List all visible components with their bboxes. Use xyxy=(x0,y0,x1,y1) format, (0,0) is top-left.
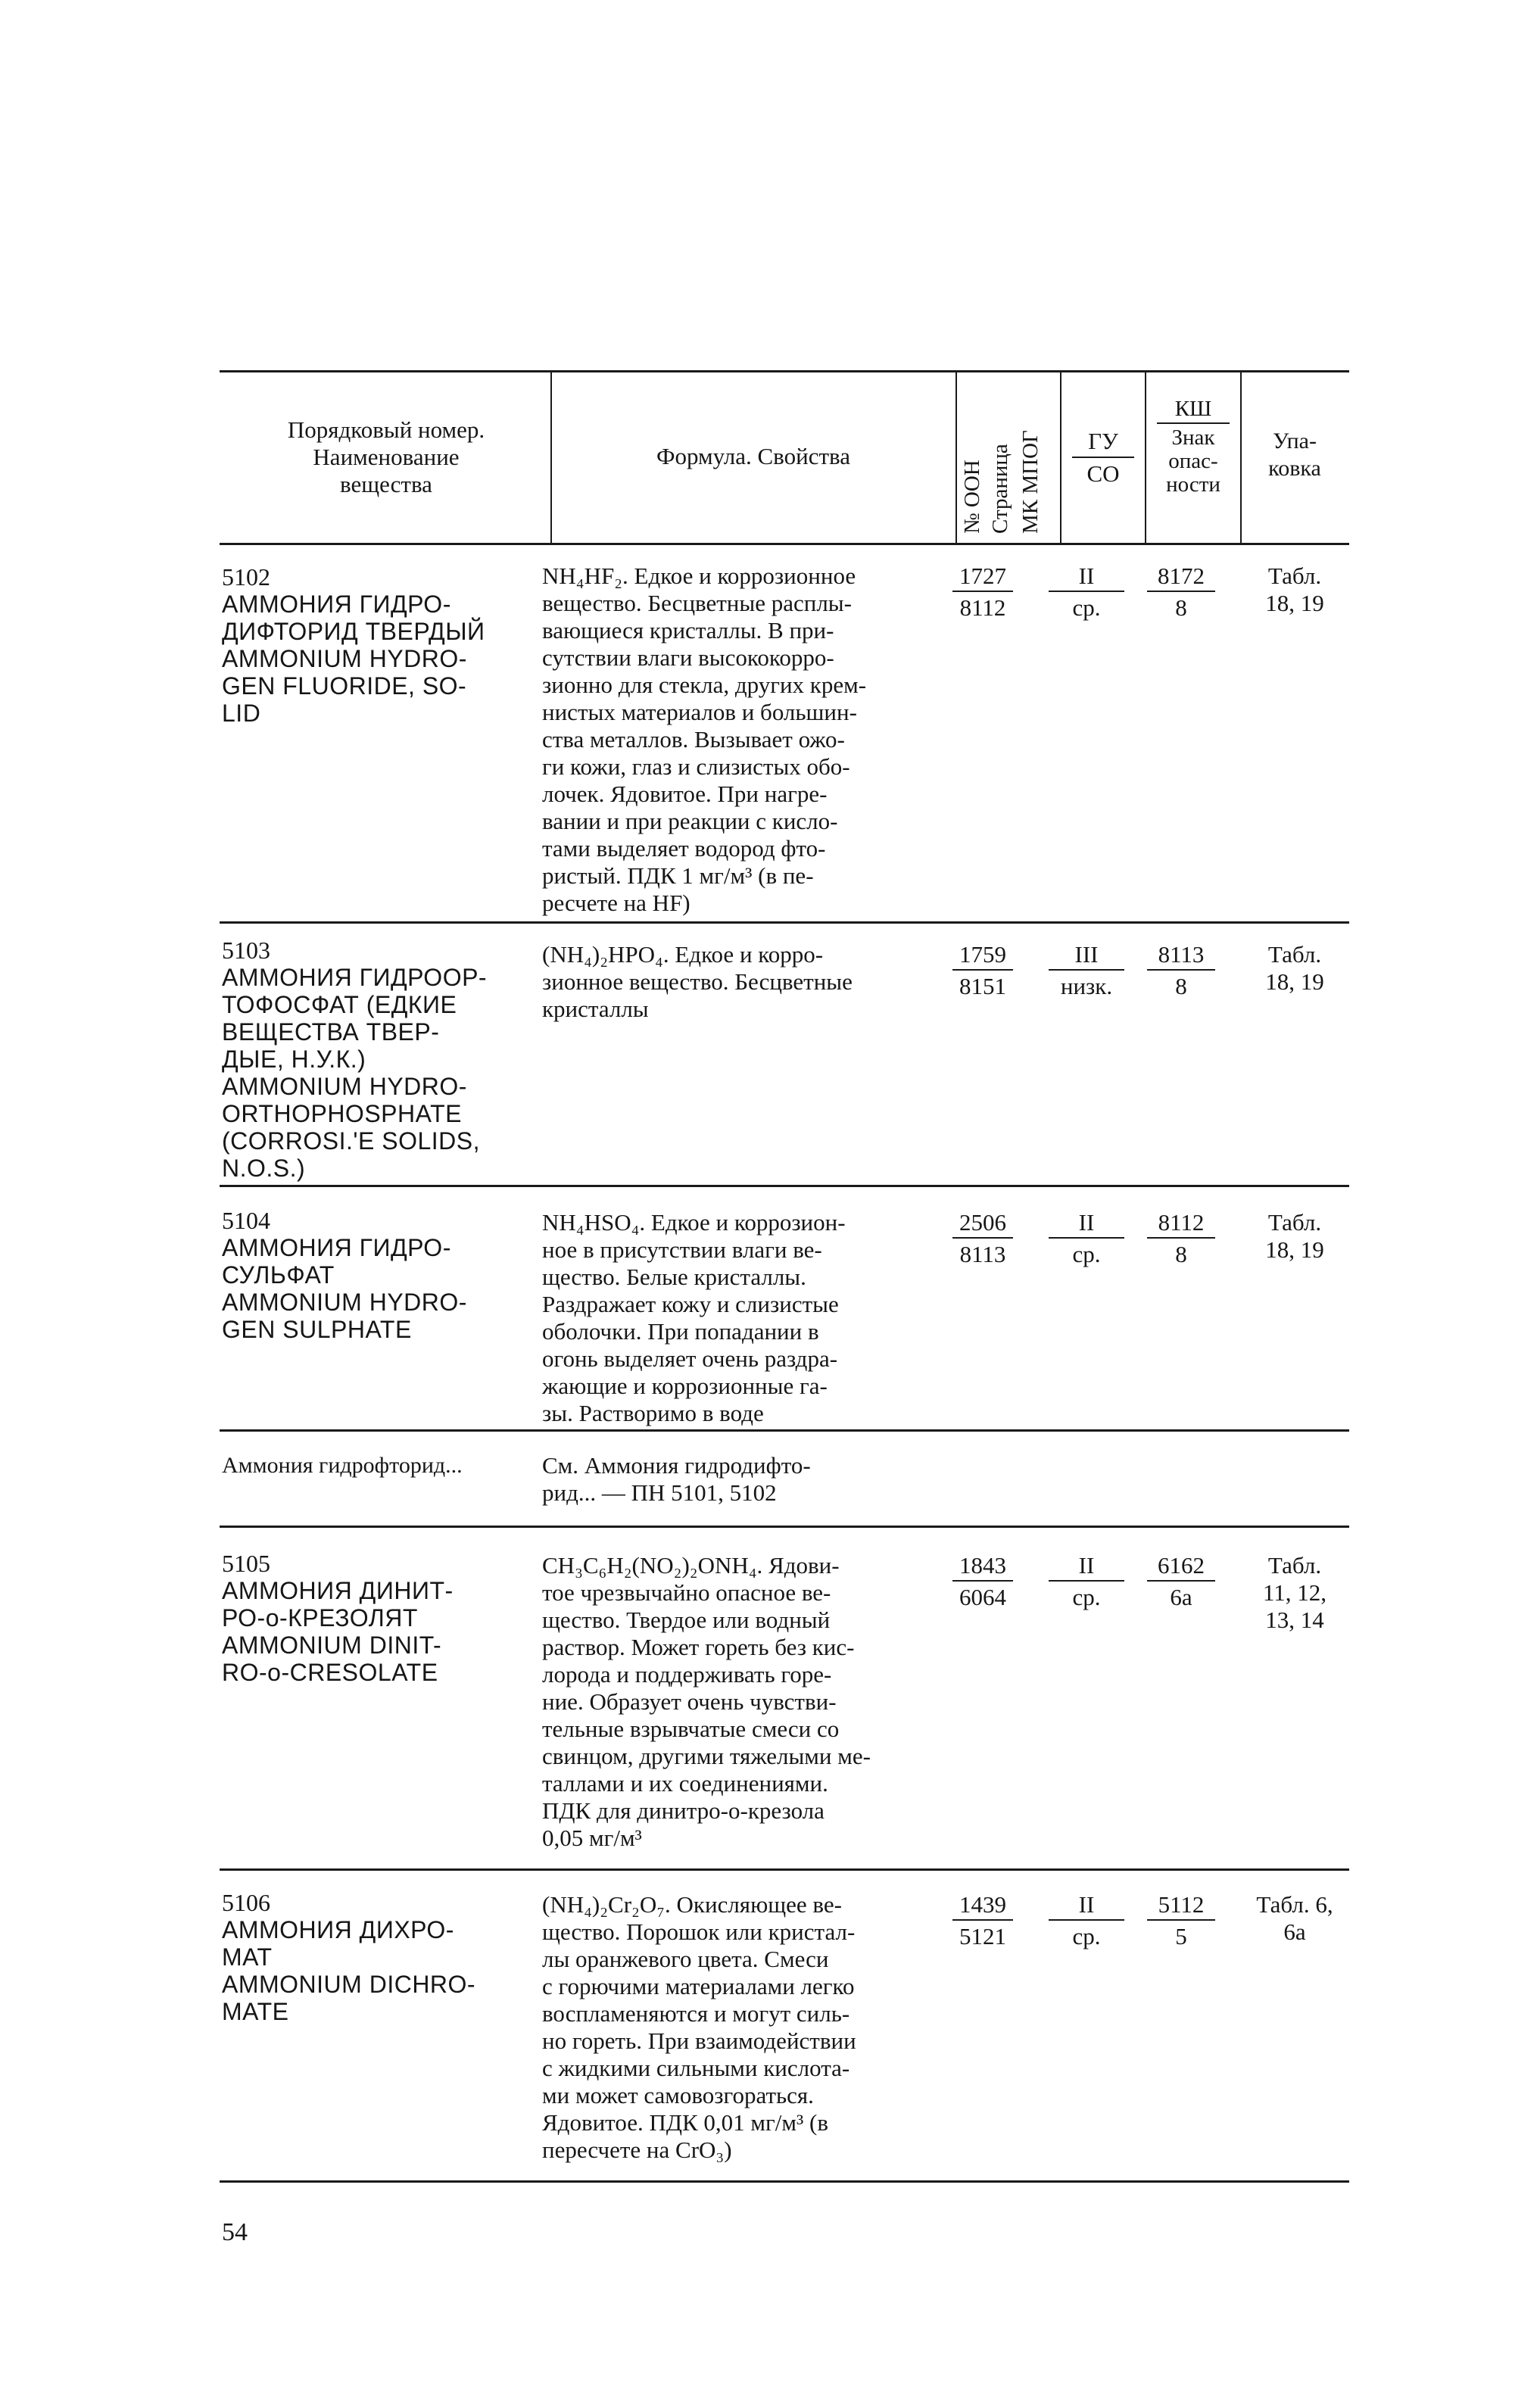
header-divider-2 xyxy=(955,372,957,543)
un-number: 1759 xyxy=(952,941,1013,971)
gu-value: II xyxy=(1049,563,1124,592)
entry-ksh-sign xyxy=(1147,563,1215,621)
header-page-label: Страница xyxy=(988,444,1012,534)
entry-un-page xyxy=(952,941,1013,999)
entry-ksh-sign xyxy=(1147,1552,1215,1610)
entry-packing: Табл. 6, 6а xyxy=(1256,1891,1333,1945)
un-number: 2506 xyxy=(952,1209,1013,1239)
page-number-ref: 8112 xyxy=(959,594,1006,621)
header-formula-column: Формула. Свойства xyxy=(656,443,850,469)
entry-description: NH₄HSO₄. Едкое и коррозион- ное в присутствии влаги ве- щество. Белые кристаллы. Раздражает кожу и слизистые оболочки. При попадании в огонь выделяет очень раздра- жающие и коррозионные га- зы. Растворимо в воде xyxy=(542,1209,846,1426)
co-value: низк. xyxy=(1060,973,1113,999)
entry-name: АММОНИЯ ДИНИТ- РО-о-КРЕЗОЛЯТ AMMONIUM DINIT- RO-o-CRESOLATE xyxy=(222,1577,454,1686)
cross-reference-name: Аммония гидрофторид... xyxy=(222,1453,463,1478)
entry-gu-co xyxy=(1049,1552,1124,1610)
entry-divider xyxy=(220,921,1349,924)
entry-un-page xyxy=(952,1891,1013,1949)
page-number-ref: 8151 xyxy=(959,973,1006,999)
entry-gu-co xyxy=(1049,1891,1124,1949)
gu-value: II xyxy=(1049,1209,1124,1239)
header-un-number: № ООН xyxy=(960,460,984,534)
danger-sign: 8 xyxy=(1175,1241,1187,1267)
entry-number: 5104 xyxy=(222,1207,270,1234)
gu-value: III xyxy=(1049,941,1124,971)
entry-number: 5103 xyxy=(222,937,270,964)
co-value: ср. xyxy=(1072,1923,1101,1949)
danger-sign: 5 xyxy=(1175,1923,1187,1949)
entry-number: 5106 xyxy=(222,1889,270,1916)
entry-number: 5102 xyxy=(222,563,270,591)
entry-gu-co xyxy=(1049,941,1124,999)
ksh-value: 8113 xyxy=(1147,941,1215,971)
entry-name: АММОНИЯ ГИДРО- СУЛЬФАТ AMMONIUM HYDRO- GEN SULPHATE xyxy=(222,1234,467,1343)
entry-description: CH₃C₆H₂(NO₂)₂ONH₄. Ядови- тое чрезвычайно опасное ве- щество. Твердое или водный раствор. Может гореть без кис- лорода и поддерживать горе- ние. Образует очень чувстви- тельные взрывчатые смеси со свинцом, другими тяжелыми ме- таллами и их соединениями. ПДК для динитро-о-крезола 0,05 мг/м³ xyxy=(542,1552,871,1851)
table-bottom-rule xyxy=(220,2180,1349,2183)
header-gu-bottom: СО xyxy=(1086,460,1120,487)
ksh-value: 8172 xyxy=(1147,563,1215,592)
entry-un-page xyxy=(952,563,1013,621)
header-name-column: Порядковый номер. Наименование вещества xyxy=(287,416,485,497)
un-number: 1727 xyxy=(952,563,1013,592)
entry-number: 5105 xyxy=(222,1550,270,1577)
un-number: 1439 xyxy=(952,1891,1013,1921)
header-gu xyxy=(1061,428,1145,488)
co-value: ср. xyxy=(1072,594,1101,621)
page-number-ref: 8113 xyxy=(959,1241,1006,1267)
entry-un-page xyxy=(952,1552,1013,1610)
entry-description: (NH₄)₂HPO₄. Едкое и корро- зионное вещество. Бесцветные кристаллы xyxy=(542,941,853,1022)
entry-ksh-sign xyxy=(1147,1209,1215,1267)
co-value: ср. xyxy=(1072,1241,1101,1267)
gu-value: II xyxy=(1049,1891,1124,1921)
header-mk-mpog: МК МПОГ xyxy=(1018,430,1043,534)
entry-name: АММОНИЯ ГИДРООР- ТОФОСФАТ (ЕДКИЕ ВЕЩЕСТВА ТВЕР- ДЫЕ, Н.У.К.) AMMONIUM HYDRO- ORTHOPHOSPHATE (CORROSI.'E SOLIDS, N.O.S.) xyxy=(222,964,488,1182)
header-top-rule xyxy=(220,370,1349,372)
page-number-ref: 6064 xyxy=(959,1584,1006,1610)
co-value: ср. xyxy=(1072,1584,1101,1610)
ksh-value: 5112 xyxy=(1147,1891,1215,1921)
danger-sign: 6а xyxy=(1170,1584,1192,1610)
entry-description: NH₄HF₂. Едкое и коррозионное вещество. Бесцветные расплы- вающиеся кристаллы. В при- сутствии влаги высококорро- зионно для стекла, других крем- нистых материалов и большин- ства металлов. Вызывает ожо- ги кожи, глаз и слизистых обо- лочек. Ядовитое. При нагре- вании и при реакции с кисло- тами выделяет водород фто- ристый. ПДК 1 мг/м³ (в пе- ресчете на HF) xyxy=(542,563,867,916)
entry-ksh-sign xyxy=(1147,1891,1215,1949)
entry-packing: Табл. 18, 19 xyxy=(1265,941,1324,995)
page-number-ref: 5121 xyxy=(959,1923,1006,1949)
header-ksh-bottom: Знак опас- ности xyxy=(1166,425,1220,497)
gu-value: II xyxy=(1049,1552,1124,1582)
cross-reference-text: См. Аммония гидродифто- рид... — ПН 5101, 5102 xyxy=(542,1452,811,1506)
entry-gu-co xyxy=(1049,563,1124,621)
entry-name: АММОНИЯ ДИХРО- МАТ AMMONIUM DICHRO- MATE xyxy=(222,1916,476,2025)
header-gu-top: ГУ xyxy=(1072,428,1134,458)
header-ksh xyxy=(1146,397,1240,497)
ksh-value: 8112 xyxy=(1147,1209,1215,1239)
entry-packing: Табл. 18, 19 xyxy=(1265,1209,1324,1263)
header-ksh-top: КШ xyxy=(1157,397,1230,424)
entry-divider xyxy=(220,1526,1349,1528)
un-number: 1843 xyxy=(952,1552,1013,1582)
header-bottom-rule xyxy=(220,543,1349,545)
danger-sign: 8 xyxy=(1175,973,1187,999)
entry-divider xyxy=(220,1868,1349,1871)
entry-gu-co xyxy=(1049,1209,1124,1267)
header-divider-1 xyxy=(550,372,552,543)
entry-ksh-sign xyxy=(1147,941,1215,999)
entry-divider xyxy=(220,1429,1349,1432)
page-number: 54 xyxy=(222,2218,248,2246)
entry-un-page xyxy=(952,1209,1013,1267)
entry-name: АММОНИЯ ГИДРО- ДИФТОРИД ТВЕРДЫЙ AMMONIUM HYDRO- GEN FLUORIDE, SO- LID xyxy=(222,591,485,727)
entry-packing: Табл. 18, 19 xyxy=(1265,563,1324,616)
entry-description: (NH₄)₂Cr₂O₇. Окисляющее ве- щество. Порошок или кристал- лы оранжевого цвета. Смеси с горючими материалами легко воспламеняются и могут силь- но гореть. При взаимодействии с жидкими сильными кислота- ми может самовозгораться. Ядовитое. ПДК 0,01 мг/м³ (в пересчете на CrO₃) xyxy=(542,1891,856,2163)
danger-sign: 8 xyxy=(1175,594,1187,621)
entry-divider xyxy=(220,1185,1349,1187)
header-packing: Упа- ковка xyxy=(1268,429,1321,481)
entry-packing: Табл. 11, 12, 13, 14 xyxy=(1262,1552,1327,1633)
ksh-value: 6162 xyxy=(1147,1552,1215,1582)
